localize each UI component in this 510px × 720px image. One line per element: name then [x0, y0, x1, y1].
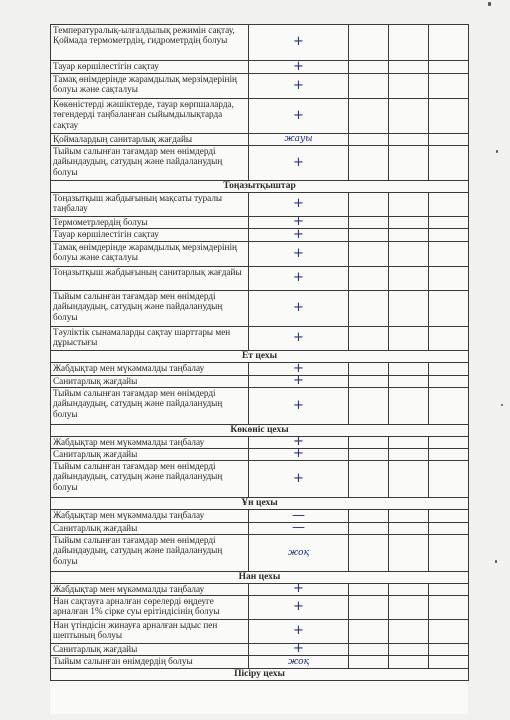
handwritten-mark: + — [249, 596, 349, 620]
handwritten-mark: + — [249, 437, 349, 449]
handwritten-mark: + — [249, 146, 349, 181]
checklist-row — [51, 376, 469, 388]
empty-cell — [349, 229, 389, 242]
section-row — [51, 498, 469, 510]
handwritten-mark: жоқ — [249, 535, 349, 572]
empty-cell — [389, 656, 429, 669]
empty-cell — [389, 437, 429, 449]
empty-cell — [349, 449, 389, 461]
handwritten-mark: + — [249, 193, 349, 217]
empty-cell — [429, 134, 469, 146]
empty-cell — [389, 584, 429, 596]
requirement-text: Тыйым салынған тағамдар мен өнімдерді дайындаудың, сатудың және пайдаланудың болуы — [51, 461, 249, 498]
checklist-row — [51, 584, 469, 596]
handwritten-mark: + — [249, 61, 349, 74]
requirement-text: Тыйым салынған тағамдар мен өнімдерді дайындаудың, сатудың және пайдаланудың болуы — [51, 291, 249, 327]
checklist-row — [51, 61, 469, 74]
empty-cell — [429, 267, 469, 291]
checklist-row — [51, 644, 469, 656]
empty-cell — [349, 461, 389, 498]
empty-cell — [429, 437, 469, 449]
empty-cell — [389, 146, 429, 181]
empty-cell — [349, 584, 389, 596]
handwritten-mark: + — [249, 449, 349, 461]
requirement-text: Жабдықтар мен мүкәммалды таңбалау — [51, 437, 249, 449]
requirement-text: Тоңазытқыш жабдығының санитарлық жағдайы — [51, 267, 249, 291]
requirement-text: Санитарлық жағдайы — [51, 449, 249, 461]
handwritten-mark: + — [249, 327, 349, 351]
checklist-row — [51, 620, 469, 644]
requirement-text: Санитарлық жағдайы — [51, 376, 249, 388]
empty-cell — [389, 363, 429, 376]
handwritten-mark: + — [249, 267, 349, 291]
empty-cell — [389, 644, 429, 656]
empty-cell — [349, 388, 389, 425]
empty-cell — [389, 327, 429, 351]
requirement-text: Тамақ өнімдерінде жарамдылық мерзімдерінің болуы және сақталуы — [51, 74, 249, 99]
empty-cell — [429, 363, 469, 376]
empty-cell — [389, 229, 429, 242]
scan-speck — [501, 404, 503, 406]
checklist-row — [51, 229, 469, 242]
empty-cell — [389, 510, 429, 523]
checklist-row — [51, 193, 469, 217]
empty-cell — [349, 291, 389, 327]
requirement-text: Жабдықтар мен мүкәммалды таңбалау — [51, 363, 249, 376]
checklist-table — [50, 24, 469, 681]
requirement-text: Жабдықтар мен мүкәммалды таңбалау — [51, 584, 249, 596]
handwritten-mark: + — [249, 25, 349, 61]
requirement-text: Санитарлық жағдайы — [51, 523, 249, 535]
handwritten-mark: + — [249, 584, 349, 596]
checklist-row — [51, 25, 469, 61]
empty-cell — [429, 376, 469, 388]
requirement-text: Тыйым салынған тағамдар мен өнімдерді дайындаудың, сатудың және пайдаланудың болуы — [51, 146, 249, 181]
requirement-text: Нан үтіндісін жинауға арналған ыдыс пен шептының болуы — [51, 620, 249, 644]
empty-cell — [349, 61, 389, 74]
empty-cell — [389, 388, 429, 425]
checklist-row — [51, 242, 469, 267]
empty-cell — [349, 437, 389, 449]
empty-cell — [349, 644, 389, 656]
empty-cell — [349, 134, 389, 146]
empty-cell — [429, 644, 469, 656]
section-heading: Пісіру цехы — [51, 669, 469, 681]
checklist-row — [51, 535, 469, 572]
handwritten-mark: + — [249, 376, 349, 388]
requirement-text: Тәуліктік сынамаларды сақтау шарттары мен дұрыстығы — [51, 327, 249, 351]
checklist-row — [51, 99, 469, 134]
handwritten-mark: + — [249, 388, 349, 425]
checklist-row — [51, 217, 469, 229]
checklist-row — [51, 656, 469, 669]
empty-cell — [429, 146, 469, 181]
empty-cell — [389, 99, 429, 134]
checklist-row — [51, 134, 469, 146]
handwritten-mark: + — [249, 620, 349, 644]
handwritten-mark: + — [249, 99, 349, 134]
scan-speck — [488, 2, 491, 6]
empty-cell — [429, 620, 469, 644]
checklist-sheet — [50, 24, 468, 714]
requirement-text: Тоңазытқыш жабдығының мақсаты туралы таңбалау — [51, 193, 249, 217]
requirement-text: Тауар көршілестігін сақтау — [51, 229, 249, 242]
empty-cell — [389, 376, 429, 388]
empty-cell — [429, 229, 469, 242]
handwritten-mark: + — [249, 644, 349, 656]
empty-cell — [389, 267, 429, 291]
empty-cell — [389, 523, 429, 535]
empty-cell — [429, 461, 469, 498]
handwritten-mark: — — [249, 510, 349, 523]
handwritten-mark: + — [249, 217, 349, 229]
empty-cell — [349, 620, 389, 644]
requirement-text: Тыйым салынған тағамдар мен өнімдерді дайындаудың, сатудың және пайдаланудың болуы — [51, 535, 249, 572]
handwritten-mark: жауы — [249, 134, 349, 146]
checklist-row — [51, 523, 469, 535]
empty-cell — [389, 449, 429, 461]
handwritten-mark: + — [249, 363, 349, 376]
empty-cell — [429, 535, 469, 572]
empty-cell — [349, 523, 389, 535]
empty-cell — [429, 327, 469, 351]
checklist-row — [51, 146, 469, 181]
empty-cell — [429, 242, 469, 267]
empty-cell — [349, 363, 389, 376]
empty-cell — [349, 217, 389, 229]
checklist-row — [51, 327, 469, 351]
empty-cell — [349, 267, 389, 291]
empty-cell — [389, 193, 429, 217]
checklist-row — [51, 437, 469, 449]
section-row — [51, 669, 469, 681]
empty-cell — [389, 25, 429, 61]
section-heading: Ет цехы — [51, 351, 469, 363]
requirement-text: Тауар көршілестігін сақтау — [51, 61, 249, 74]
handwritten-mark: + — [249, 242, 349, 267]
empty-cell — [429, 510, 469, 523]
empty-cell — [389, 291, 429, 327]
requirement-text: Тыйым салынған өнімдердің болуы — [51, 656, 249, 669]
requirement-text: Қоймалардың санитарлық жағдайы — [51, 134, 249, 146]
empty-cell — [389, 217, 429, 229]
empty-cell — [429, 193, 469, 217]
requirement-text: Жабдықтар мен мүкәммалды таңбалау — [51, 510, 249, 523]
empty-cell — [429, 596, 469, 620]
empty-cell — [349, 242, 389, 267]
checklist-row — [51, 363, 469, 376]
empty-cell — [389, 61, 429, 74]
section-row — [51, 425, 469, 437]
empty-cell — [429, 61, 469, 74]
handwritten-mark: жоқ — [249, 656, 349, 669]
empty-cell — [349, 596, 389, 620]
empty-cell — [389, 620, 429, 644]
empty-cell — [349, 74, 389, 99]
handwritten-mark: — — [249, 523, 349, 535]
empty-cell — [429, 449, 469, 461]
requirement-text: Санитарлық жағдайы — [51, 644, 249, 656]
empty-cell — [429, 584, 469, 596]
section-row — [51, 572, 469, 584]
empty-cell — [349, 510, 389, 523]
empty-cell — [429, 388, 469, 425]
empty-cell — [429, 656, 469, 669]
section-heading: Тоңазытқыштар — [51, 181, 469, 193]
empty-cell — [429, 25, 469, 61]
checklist-row — [51, 596, 469, 620]
empty-cell — [429, 99, 469, 134]
checklist-row — [51, 388, 469, 425]
handwritten-mark: + — [249, 461, 349, 498]
empty-cell — [389, 596, 429, 620]
checklist-row — [51, 267, 469, 291]
checklist-row — [51, 74, 469, 99]
empty-cell — [349, 376, 389, 388]
section-row — [51, 351, 469, 363]
handwritten-mark: + — [249, 74, 349, 99]
empty-cell — [429, 523, 469, 535]
checklist-row — [51, 449, 469, 461]
empty-cell — [389, 461, 429, 498]
empty-cell — [349, 146, 389, 181]
empty-cell — [429, 74, 469, 99]
section-heading: Нан цехы — [51, 572, 469, 584]
section-row — [51, 181, 469, 193]
empty-cell — [389, 242, 429, 267]
empty-cell — [389, 535, 429, 572]
empty-cell — [349, 99, 389, 134]
empty-cell — [349, 656, 389, 669]
scan-speck — [495, 560, 497, 563]
handwritten-mark: + — [249, 291, 349, 327]
empty-cell — [349, 327, 389, 351]
empty-cell — [349, 193, 389, 217]
requirement-text: Термометрлердің болуы — [51, 217, 249, 229]
empty-cell — [429, 291, 469, 327]
empty-cell — [429, 217, 469, 229]
checklist-row — [51, 291, 469, 327]
checklist-row — [51, 461, 469, 498]
section-heading: Көкөніс цехы — [51, 425, 469, 437]
checklist-row — [51, 510, 469, 523]
section-heading: Ұн цехы — [51, 498, 469, 510]
requirement-text: Тамақ өнімдерінде жарамдылық мерзімдерінің болуы және сақталуы — [51, 242, 249, 267]
empty-cell — [349, 25, 389, 61]
empty-cell — [389, 74, 429, 99]
handwritten-mark: + — [249, 229, 349, 242]
requirement-text: Тыйым салынған тағамдар мен өнімдерді дайындаудың, сатудың және пайдаланудың болуы — [51, 388, 249, 425]
requirement-text: Температуралық-ылғалдылық режимін сақтау, Қоймада термометрдің, гидрометрдің болуы — [51, 25, 249, 61]
requirement-text: Көкөністерді жәшіктерде, тауар көрпшаларда, төгендерді таңбаланған сыйымдылықтарда сақтау — [51, 99, 249, 134]
empty-cell — [349, 535, 389, 572]
empty-cell — [389, 134, 429, 146]
requirement-text: Нан сақтауға арналған сөрелерді өңдеуге арналған 1% сірке суы ерітіндісінің болуы — [51, 596, 249, 620]
scan-speck — [496, 150, 498, 153]
